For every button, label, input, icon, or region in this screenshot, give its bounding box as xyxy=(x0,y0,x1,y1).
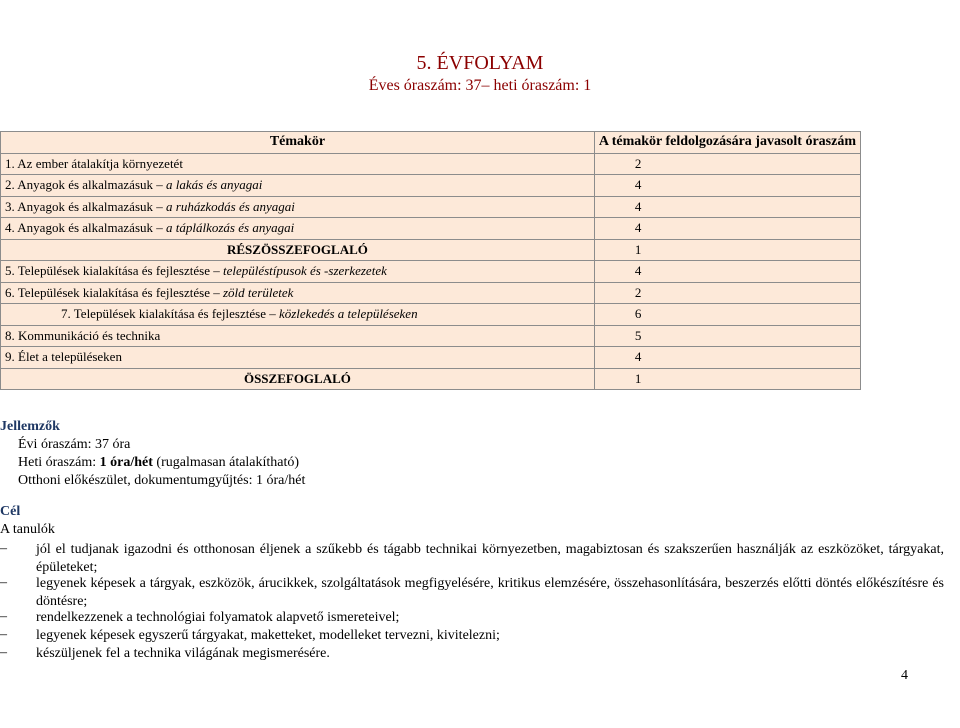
table-row xyxy=(1,218,861,240)
dash-bullet: – xyxy=(0,645,7,660)
table-row xyxy=(1,282,861,304)
topic-cell: 8. Kommunikáció és technika xyxy=(1,325,595,347)
hours-cell: 6 xyxy=(594,304,860,326)
weekly-hours-text: Heti óraszám: 1 óra/hét (rugalmasan átalakítható) xyxy=(18,455,300,470)
table-row xyxy=(1,153,861,175)
jellemzok-heading: Jellemzők xyxy=(0,419,60,434)
topics-table xyxy=(0,131,861,390)
hours-cell: 2 xyxy=(594,282,860,304)
topic-cell: 3. Anyagok és alkalmazásuk – a ruházkodás és anyagai xyxy=(1,196,595,218)
table-row xyxy=(1,175,861,197)
hours-cell: 4 xyxy=(594,196,860,218)
topic-cell: 2. Anyagok és alkalmazásuk – a lakás és anyagai xyxy=(1,175,595,197)
table-row xyxy=(1,304,861,326)
table-row xyxy=(1,368,861,390)
list-item-text: rendelkezzenek a technológiai folyamatok alapvető ismereteivel; xyxy=(36,610,400,625)
hours-cell: 4 xyxy=(594,218,860,240)
annual-hours-text: Évi óraszám: 37 óra xyxy=(18,437,131,452)
page-number: 4 xyxy=(901,668,908,683)
topic-cell: 6. Települések kialakítása és fejlesztése – zöld területek xyxy=(1,282,595,304)
hours-cell: 2 xyxy=(594,153,860,175)
hours-cell: 4 xyxy=(594,347,860,369)
list-item-text: jól el tudjanak igazodni és otthonosan éljenek a szűkebb és tágabb technikai környezetben, magabiztosan és szakszerűen használják az eszközöket, tárgyakat, épületeket; xyxy=(36,542,944,575)
topic-cell: 5. Települések kialakítása és fejlesztése – településtípusok és -szerkezetek xyxy=(1,261,595,283)
hours-cell: 5 xyxy=(594,325,860,347)
table-row xyxy=(1,239,861,261)
hours-cell: 4 xyxy=(594,175,860,197)
cel-heading: Cél xyxy=(0,504,21,519)
dash-bullet: – xyxy=(0,575,7,590)
topic-cell-summary: RÉSZÖSSZEFOGLALÓ xyxy=(1,239,595,261)
table-row xyxy=(1,196,861,218)
table-header-row xyxy=(1,132,861,154)
topic-cell: 7. Települések kialakítása és fejlesztése – közlekedés a településeken xyxy=(1,304,595,326)
table-row xyxy=(1,325,861,347)
list-item-text: készüljenek fel a technika világának megismerésére. xyxy=(36,646,330,661)
hours-column-header: A témakör feldolgozására javasolt óraszám xyxy=(594,132,860,154)
cel-intro: A tanulók xyxy=(0,522,55,537)
topic-cell-summary: ÖSSZEFOGLALÓ xyxy=(1,368,595,390)
page-subtitle: Éves óraszám: 37– heti óraszám: 1 xyxy=(368,77,592,94)
list-item-text: legyenek képesek egyszerű tárgyakat, maketteket, modelleket tervezni, kivitelezni; xyxy=(36,628,500,643)
topic-column-header: Témakör xyxy=(1,132,595,154)
topic-cell: 9. Élet a településeken xyxy=(1,347,595,369)
table-row xyxy=(1,261,861,283)
topic-cell: 1. Az ember átalakítja környezetét xyxy=(1,153,595,175)
hours-cell: 1 xyxy=(594,368,860,390)
home-prep-text: Otthoni előkészület, dokumentumgyűjtés: 1 óra/hét xyxy=(18,473,306,488)
topic-cell: 4. Anyagok és alkalmazásuk – a táplálkozás és anyagai xyxy=(1,218,595,240)
hours-cell: 4 xyxy=(594,261,860,283)
list-item-text: legyenek képesek a tárgyak, eszközök, árucikkek, szolgáltatások megfigyelésére, kritikus elemzésére, összehasonlítására, beszerzés előtti döntés előkészítésre és döntésre; xyxy=(36,576,944,609)
page-title: 5. ÉVFOLYAM xyxy=(416,52,544,74)
hours-cell: 1 xyxy=(594,239,860,261)
dash-bullet: – xyxy=(0,609,7,624)
dash-bullet: – xyxy=(0,541,7,556)
table-row xyxy=(1,347,861,369)
dash-bullet: – xyxy=(0,627,7,642)
